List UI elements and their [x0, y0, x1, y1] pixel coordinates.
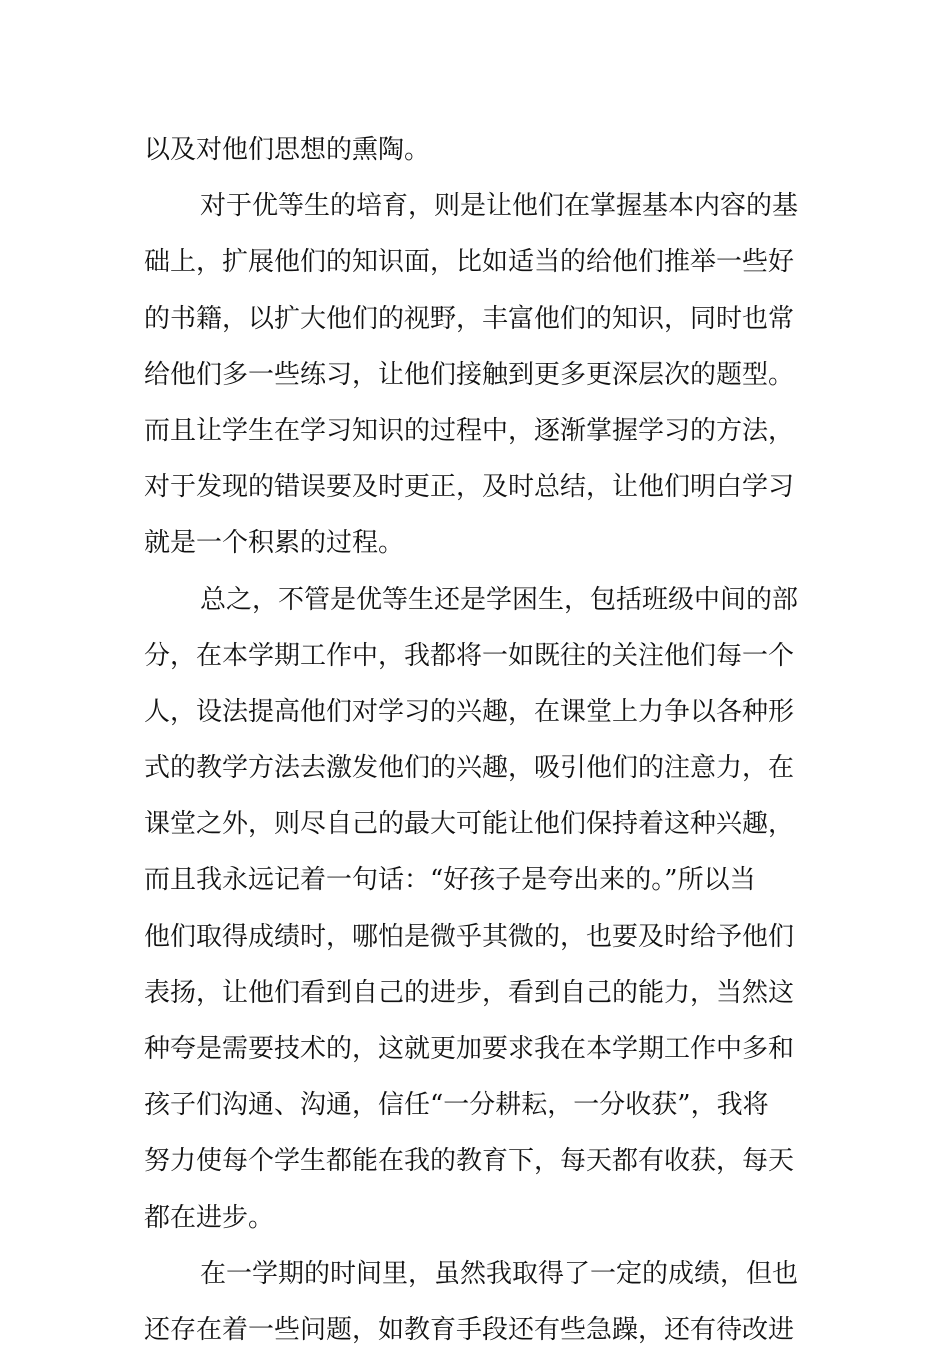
text-line: 都在进步。: [144, 1202, 275, 1233]
text-line: 种夸是需要技术的，这就更加要求我在本学期工作中多和: [144, 1034, 795, 1064]
paragraph-first-line: 总之，不管是优等生还是学困生，包括班级中间的部: [200, 584, 799, 615]
paragraph-first-line: 对于优等生的培育，则是让他们在掌握基本内容的基: [200, 191, 799, 222]
text-line: 就是一个积累的过程。: [144, 528, 405, 559]
text-line: 础上，扩展他们的知识面，比如适当的给他们推举一些好: [144, 247, 795, 278]
text-line: 式的教学方法去激发他们的兴趣，吸引他们的注意力，在: [144, 753, 795, 784]
text-line: 对于发现的错误要及时更正，及时总结，让他们明白学习: [144, 472, 795, 503]
text-line: 人，设法提高他们对学习的兴趣，在课堂上力争以各种形: [144, 696, 795, 727]
text-line: 他们取得成绩时，哪怕是微乎其微的，也要及时给予他们: [144, 921, 795, 952]
text-line: 努力使每个学生都能在我的教育下，每天都有收获，每天: [144, 1146, 795, 1177]
paragraph-first-line: 在一学期的时间里，虽然我取得了一定的成绩，但也: [200, 1258, 799, 1289]
text-line: 而且让学生在学习知识的过程中，逐渐掌握学习的方法，: [144, 415, 795, 446]
text-line: 还存在着一些问题，如教育手段还有些急躁，还有待改进: [144, 1314, 795, 1345]
document-body: [144, 122, 806, 1358]
text-line: 给他们多一些练习，让他们接触到更多更深层次的题型。: [144, 359, 795, 390]
text-line: 以及对他们思想的熏陶。: [144, 135, 431, 165]
text-line: 而且我永远记着一句话：“好孩子是夸出来的。”所以当: [144, 865, 756, 896]
text-line: 表扬，让他们看到自己的进步，看到自己的能力，当然这: [144, 977, 795, 1008]
text-line: 孩子们沟通、沟通，信任“一分耕耘，一分收获”，我将: [144, 1090, 769, 1121]
text-line: 分，在本学期工作中，我都将一如既往的关注他们每一个: [144, 640, 795, 671]
text-line: 课堂之外，则尽自己的最大可能让他们保持着这种兴趣，: [144, 809, 795, 840]
text-line: 的书籍，以扩大他们的视野，丰富他们的知识，同时也常: [144, 303, 795, 334]
